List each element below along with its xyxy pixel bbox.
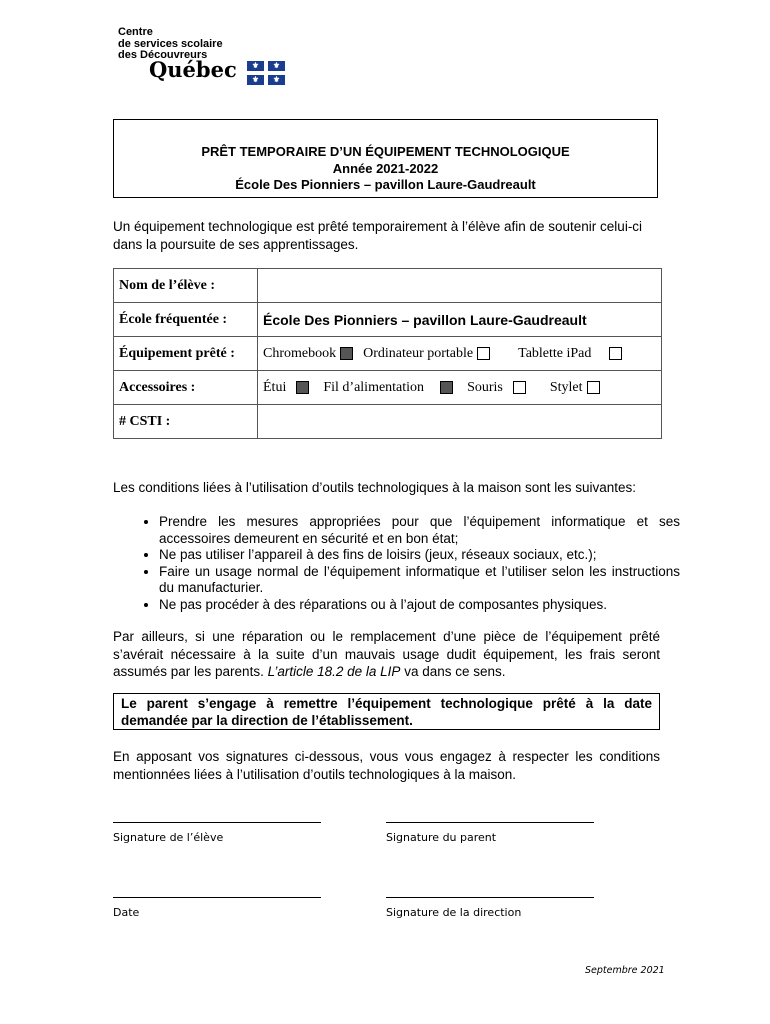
accessories-label: Accessoires : <box>114 371 258 405</box>
accessories-options <box>258 371 662 405</box>
conditions-intro: Les conditions liées à l’utilisation d’outils technologiques à la maison sont les suivantes: <box>113 480 637 495</box>
student-name-field[interactable] <box>258 269 662 303</box>
title-year: Année 2021-2022 <box>332 160 439 176</box>
list-item: • Faire un usage normal de l’équipement informatique et l’utiliser selon les instructions du manufacturier. <box>159 564 680 597</box>
table-row <box>114 303 662 337</box>
law-reference: L’article 18.2 de la LIP <box>267 664 401 679</box>
signature-paragraph: En apposant vos signatures ci-dessous, vous vous engagez à respecter les conditions mentionnées liées à l’utilisation d’outils technologiques à la maison. <box>113 749 660 782</box>
table-row <box>114 405 662 439</box>
repair-text: Par ailleurs, si une réparation ou le remplacement d’une pièce de l’équipement prêté s’avérait nécessaire à la suite d’un mauvais usage dudit équipement, les frais seront assumés par les parents. <box>113 629 660 679</box>
title-school: École Des Pionniers – pavillon Laure-Gaudreault <box>235 177 536 192</box>
case-checkbox[interactable] <box>296 381 309 394</box>
quebec-flag-icon: ⚜ ⚜ ⚜ ⚜ <box>247 61 285 85</box>
stylus-checkbox[interactable] <box>587 381 600 394</box>
organization-logo <box>118 26 281 84</box>
cable-checkbox[interactable] <box>440 381 453 394</box>
option-cable-label: Fil d’alimentation <box>323 379 425 395</box>
student-signature-label: Signature de l’élève <box>113 831 224 844</box>
parent-signature-label: Signature du parent <box>386 831 497 844</box>
repair-end: va dans ce sens. <box>400 664 506 679</box>
equipment-options <box>258 337 662 371</box>
footer-date: Septembre 2021 <box>585 965 665 976</box>
option-chromebook-label: Chromebook <box>263 345 337 361</box>
direction-signature <box>386 897 594 919</box>
school-value: École Des Pionniers – pavillon Laure-Gaudreault <box>258 303 662 337</box>
option-mouse-label: Souris <box>467 379 503 395</box>
table-row <box>114 269 662 303</box>
school-label: École fréquentée : <box>114 303 258 337</box>
org-line: de services scolaire <box>118 37 223 50</box>
date-signature <box>113 897 321 919</box>
student-signature <box>113 822 321 844</box>
table-row <box>114 337 662 371</box>
org-line: Centre <box>118 26 153 38</box>
loan-info-table <box>113 268 662 439</box>
csti-field[interactable] <box>258 405 662 439</box>
engagement-box: Le parent s’engage à remettre l’équipement technologique prêté à la date demandée par la direction de l’établissement. <box>113 693 660 730</box>
quebec-wordmark: Québec <box>149 57 237 82</box>
parent-signature <box>386 822 594 844</box>
signature-line[interactable] <box>113 897 321 898</box>
conditions-list <box>139 514 680 613</box>
option-case-label: Étui <box>263 379 287 395</box>
table-row <box>114 371 662 405</box>
chromebook-checkbox[interactable] <box>340 347 353 360</box>
option-laptop-label: Ordinateur portable <box>363 345 474 361</box>
option-ipad-label: Tablette iPad <box>518 345 592 361</box>
list-item: • Ne pas utiliser l’appareil à des fins de loisirs (jeux, réseaux sociaux, etc.); <box>159 547 680 564</box>
direction-signature-label: Signature de la direction <box>386 906 522 919</box>
laptop-checkbox[interactable] <box>477 347 490 360</box>
signature-line[interactable] <box>386 822 594 823</box>
mouse-checkbox[interactable] <box>513 381 526 394</box>
student-name-label: Nom de l’élève : <box>114 269 258 303</box>
intro-paragraph: Un équipement technologique est prêté temporairement à l’élève afin de soutenir celui-ci dans la poursuite de ses apprentissages. <box>113 219 643 252</box>
document-title-box <box>113 119 658 198</box>
title-line: PRÊT TEMPORAIRE D’UN ÉQUIPEMENT TECHNOLOGIQUE <box>201 144 570 159</box>
csti-label: # CSTI : <box>114 405 258 439</box>
signature-line[interactable] <box>113 822 321 823</box>
repair-paragraph <box>113 628 660 681</box>
option-stylus-label: Stylet <box>549 379 583 395</box>
org-line: des Découvreurs <box>118 49 208 61</box>
ipad-checkbox[interactable] <box>609 347 622 360</box>
equipment-label: Équipement prêté : <box>114 337 258 371</box>
signature-line[interactable] <box>386 897 594 898</box>
list-item: • Prendre les mesures appropriées pour que l’équipement informatique et ses accessoires demeurent en sécurité et en bon état; <box>159 514 680 547</box>
date-label: Date <box>113 906 140 919</box>
list-item: • Ne pas procéder à des réparations ou à l’ajout de composantes physiques. <box>159 597 680 614</box>
